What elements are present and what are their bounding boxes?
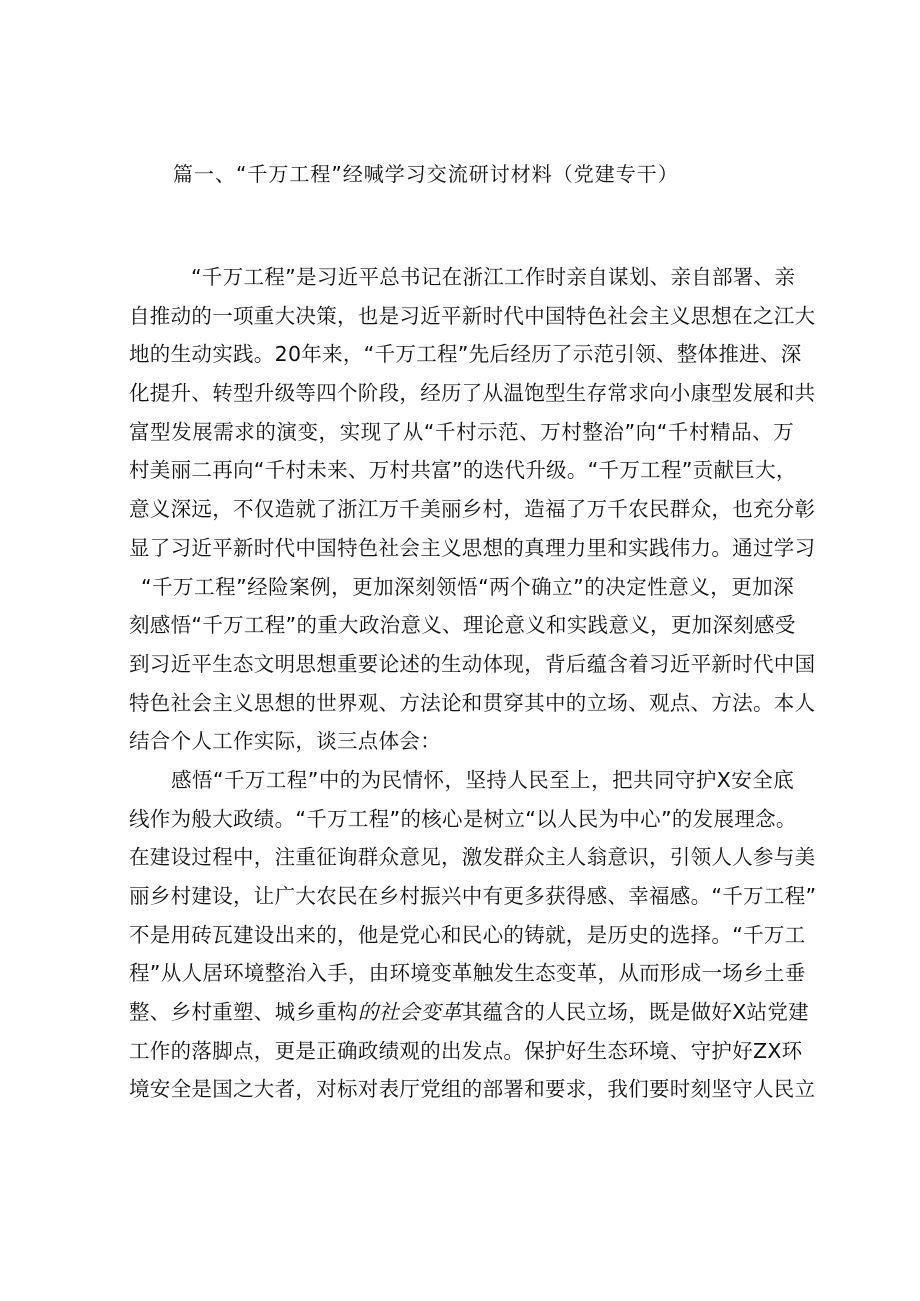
text-line: 地的生动实践。20年来，“千万工程”先后经历了示范引领、整体推进、深 bbox=[129, 342, 802, 367]
text-line: “千万工程”经险案例，更加深刻领悟“两个确立”的决定性意义，更加深 bbox=[141, 574, 794, 599]
text-line: 结合个人工作实际，谈三点体会： bbox=[129, 729, 441, 754]
paragraph-intro bbox=[129, 258, 816, 761]
text-line: 意义深远，不仅造就了浙江万千美丽乡村，造福了万千农民群众，也充分彰 bbox=[129, 497, 816, 522]
paragraph-reflection-one bbox=[129, 761, 817, 1109]
text-line: “千万工程”是习近平总书记在浙江工作时亲自谋划、亲自部署、亲 bbox=[191, 265, 796, 289]
italic-text-segment: 的社会变革 bbox=[357, 1000, 462, 1025]
text-line: 境安全是国之大者，对标对表厅党组的部署和要求，我们要时刻坚守人民立 bbox=[129, 1077, 816, 1102]
text-line-mixed bbox=[129, 993, 809, 1032]
document-body bbox=[129, 258, 817, 1109]
document-title: 篇一、“千万工程”经喊学习交流研讨材料（党建专干） bbox=[173, 162, 679, 186]
text-line: 到习近平生态文明思想重要论述的生动体现，背后蕴含着习近平新时代中国 bbox=[129, 651, 816, 676]
text-line: 特色社会主义思想的世界观、方法论和贯穿其中的立场、观点、方法。本人 bbox=[129, 690, 816, 715]
text-line: 刻感悟“千万工程”的重大政治意义、理论意义和实践意义，更加深刻感受 bbox=[129, 613, 796, 638]
text-line: 化提升、转型升级等四个阶段，经历了从温饱型生存常求向小康型发展和共 bbox=[129, 381, 816, 406]
text-segment: 其蕴含的人民立场，既是做好X站党建 bbox=[461, 1000, 809, 1025]
text-line: 富型发展需求的演变，实现了从“千村示范、万村整治”向“千村精品、万 bbox=[129, 419, 794, 444]
text-line: 工作的落脚点，更是正确政绩观的出发点。保护好生态环境、守护好ZX环 bbox=[129, 1038, 803, 1063]
text-line: 在建设过程中，注重征询群众意见，激发群众主人翁意识，引领人人参与美 bbox=[129, 845, 816, 870]
text-line: 村美丽二再向“千村未来、万村共富”的迭代升级。“千万工程”贡献巨大， bbox=[129, 458, 797, 483]
text-line: 感悟“千万工程”中的为民情怀，坚持人民至上，把共同守护X安全底 bbox=[171, 767, 794, 792]
text-line: 不是用砖瓦建设出来的，他是党心和民心的铸就，是历史的选择。“千万工 bbox=[129, 922, 806, 947]
text-segment: 整、乡村重塑、城乡重构 bbox=[129, 1000, 358, 1025]
text-line: 自推动的一项重大决策，也是习近平新时代中国特色社会主义思想在之江大 bbox=[129, 303, 816, 328]
text-line: 丽乡村建设，让广大农民在乡村振兴中有更多获得感、幸福感。“千万工程” bbox=[129, 884, 817, 908]
text-line: 程”从人居环境整治入手，由环境变革触发生态变革，从而形成一场乡土垂 bbox=[129, 961, 806, 986]
text-line: 线作为般大政绩。“千万工程”的核心是树立“以人民为中心”的发展理念。 bbox=[129, 806, 797, 831]
text-line: 显了习近平新时代中国特色社会主义思想的真理力里和实践伟力。通过学习 bbox=[129, 535, 816, 560]
